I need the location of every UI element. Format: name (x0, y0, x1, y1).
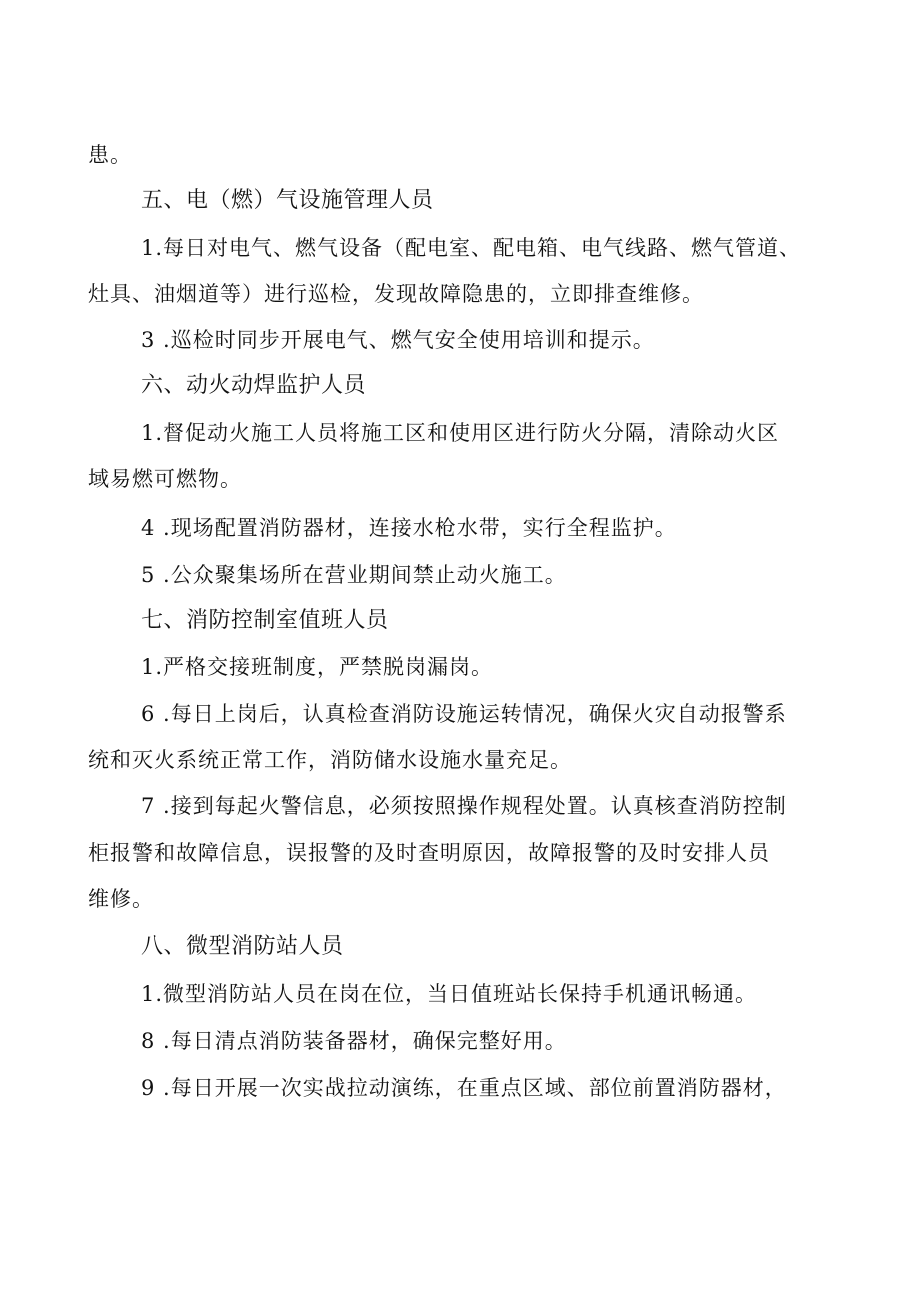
list-item-text: 3 .巡检时同步开展电气、燃气安全使用培训和提示。 (141, 328, 655, 352)
section-heading-fire-control-room-staff: 七、消防控制室值班人员 (141, 608, 389, 633)
list-item-text: 1.每日对电气、燃气设备（配电室、配电箱、电气线路、燃气管道、 (141, 236, 802, 260)
text-line-continuation: 患。 (88, 143, 132, 167)
list-item-text: 8 .每日清点消防装备器材，确保完整好用。 (141, 1029, 567, 1053)
section-heading-hot-work-supervisors: 六、动火动焊监护人员 (141, 373, 367, 398)
list-item-text: 6 .每日上岗后，认真检查消防设施运转情况，确保火灾自动报警系 (141, 702, 787, 726)
list-item-text: 1.严格交接班制度，严禁脱岗漏岗。 (141, 655, 494, 679)
list-item-text: 4 .现场配置消防器材，连接水枪水带，实行全程监护。 (141, 516, 677, 540)
section-heading-gas-facility-managers: 五、电（燃）气设施管理人员 (141, 188, 434, 213)
list-item-text: 1.微型消防站人员在岗在位，当日值班站长保持手机通讯畅通。 (141, 982, 758, 1006)
list-item-text: 7 .接到每起火警信息，必须按照操作规程处置。认真核查消防控制 (141, 794, 787, 818)
list-item-text: 灶具、油烟道等）进行巡检，发现故障隐患的，立即排查维修。 (88, 282, 704, 306)
list-item-text: 统和灭火系统正常工作，消防储水设施水量充足。 (88, 748, 572, 772)
list-item-text: 柜报警和故障信息，误报警的及时查明原因，故障报警的及时安排人员 (88, 841, 770, 865)
list-item-text: 维修。 (88, 887, 154, 911)
section-heading-micro-fire-station-staff: 八、微型消防站人员 (141, 934, 344, 959)
list-item-text: 域易燃可燃物。 (88, 467, 242, 491)
list-item-text: 1.督促动火施工人员将施工区和使用区进行防火分隔，清除动火区 (141, 421, 780, 445)
list-item-text: 9 .每日开展一次实战拉动演练，在重点区域、部位前置消防器材， (141, 1076, 787, 1100)
list-item-text: 5 .公众聚集场所在营业期间禁止动火施工。 (141, 563, 567, 587)
